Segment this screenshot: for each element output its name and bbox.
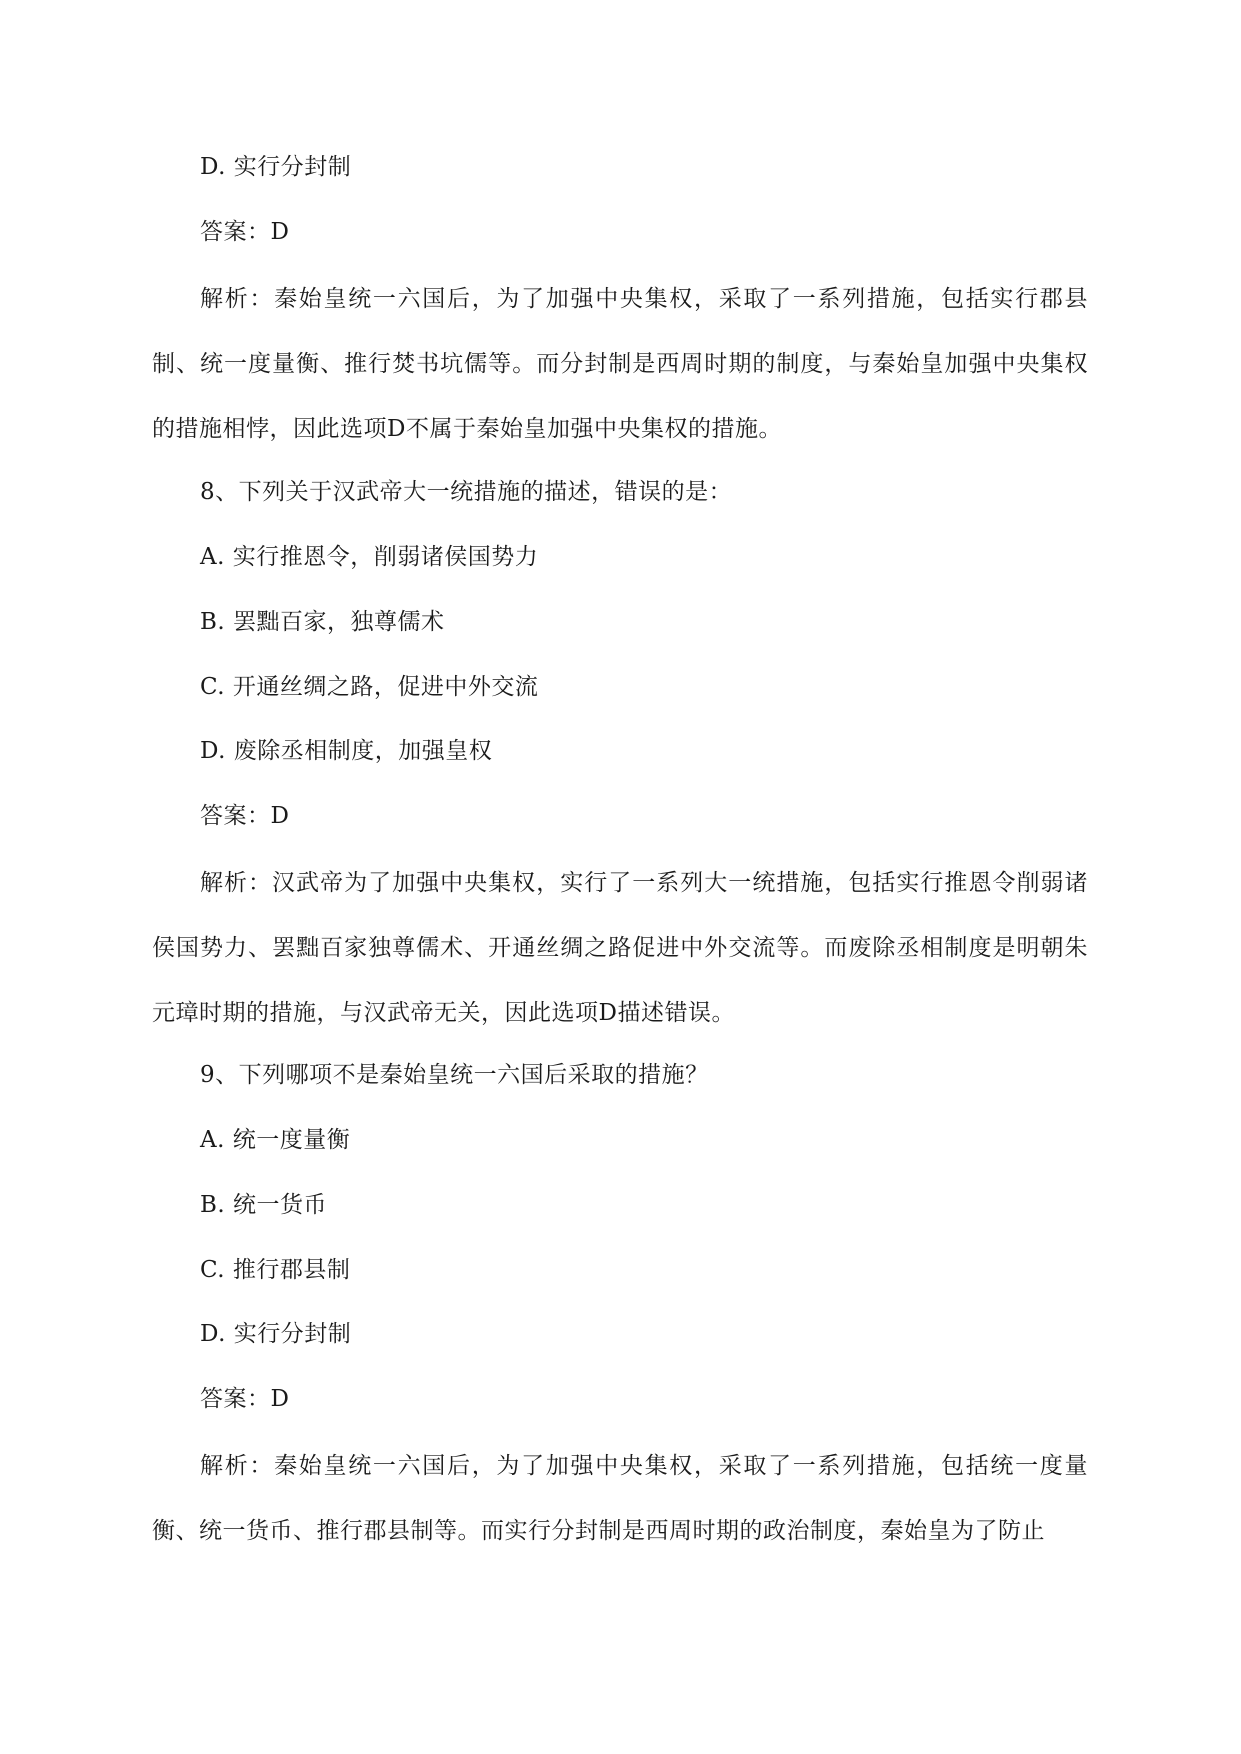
q9-answer: 答案：D: [200, 1386, 290, 1412]
q7-option-d: D. 实行分封制: [200, 154, 352, 180]
q8-option-a: A. 实行推恩令，削弱诸侯国势力: [200, 544, 539, 570]
q7-analysis: 解析：秦始皇统一六国后，为了加强中央集权，采取了一系列措施，包括实行郡县制、统一度量衡、推行焚书坑儒等。而分封制是西周时期的制度，与秦始皇加强中央集权的措施相悖，因此选项D不属于秦始皇加强中央集权的措施。: [152, 286, 1088, 442]
q8-question: 8、下列关于汉武帝大一统措施的描述，错误的是：: [200, 479, 733, 505]
q9-question: 9、下列哪项不是秦始皇统一六国后采取的措施？: [200, 1062, 709, 1088]
q9-option-b: B. 统一货币: [200, 1192, 328, 1218]
q8-answer: 答案：D: [200, 803, 290, 829]
q9-analysis: 解析：秦始皇统一六国后，为了加强中央集权，采取了一系列措施，包括统一度量衡、统一货币、推行郡县制等。而实行分封制是西周时期的政治制度，秦始皇为了防止: [152, 1453, 1088, 1544]
q8-option-b: B. 罢黜百家，独尊儒术: [200, 609, 445, 635]
q9-option-a: A. 统一度量衡: [200, 1127, 351, 1153]
q8-analysis: 解析：汉武帝为了加强中央集权，实行了一系列大一统措施，包括实行推恩令削弱诸侯国势力、罢黜百家独尊儒术、开通丝绸之路促进中外交流等。而废除丞相制度是明朝朱元璋时期的措施，与汉武帝无关，因此选项D描述错误。: [152, 870, 1088, 1026]
q9-option-c: C. 推行郡县制: [200, 1257, 351, 1283]
q8-option-c: C. 开通丝绸之路，促进中外交流: [200, 674, 539, 700]
q9-option-d: D. 实行分封制: [200, 1321, 352, 1347]
q8-option-d: D. 废除丞相制度，加强皇权: [200, 738, 493, 764]
q7-answer: 答案：D: [200, 219, 290, 245]
